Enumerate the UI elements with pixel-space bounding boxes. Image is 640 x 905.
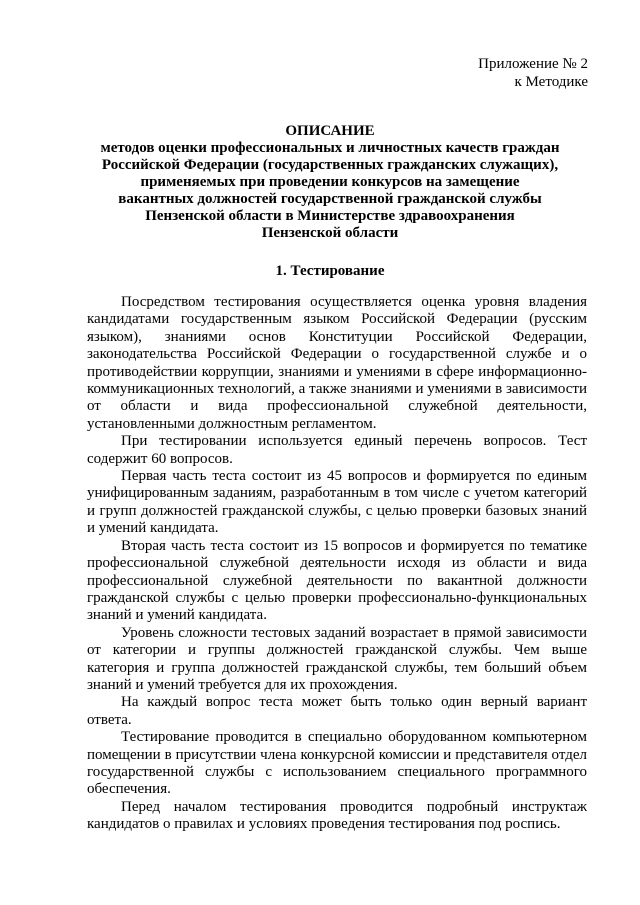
body-text: [87, 294, 587, 834]
appendix-note: [478, 55, 588, 91]
section-heading-testing: 1. Тестирование: [275, 263, 385, 279]
appendix-number: Приложение № 2: [478, 56, 588, 72]
paragraph: Вторая часть теста состоит из 15 вопросов и формируется по тематике профессиональной служебной деятельности исходя из области и вида профессиональной служебной деятельности по вакантной должности гражданской службы с целью проверки профессионально-функциональных знаний и умений кандидата.: [87, 537, 587, 624]
title-line: применяемых при проведении конкурсов на замещение: [140, 174, 520, 190]
paragraph: Первая часть теста состоит из 45 вопросов и формируется по единым унифицированным заданиям, разработанным в том числе с учетом категорий и групп должностей гражданской службы, с целью проверки базовых знаний и умений кандидата.: [87, 468, 587, 537]
paragraph: Тестирование проводится в специально оборудованном компьютерном помещении в присутствии члена конкурсной комиссии и представителя отдел государственной службы с использованием специального программного обеспечения.: [87, 729, 587, 798]
title-line: Пензенской области: [261, 225, 399, 241]
paragraph: На каждый вопрос теста может быть только один верный вариант ответа.: [87, 694, 587, 728]
paragraph: Уровень сложности тестовых заданий возрастает в прямой зависимости от категории и группы должностей гражданской службы. Чем выше категория и группа должностей гражданской службы, тем больший объем знаний и умений требуется для их прохождения.: [87, 624, 587, 693]
title-line: методов оценки профессиональных и личностных качеств граждан: [100, 140, 560, 156]
title-heading: ОПИСАНИЕ: [285, 123, 375, 139]
title-line: вакантных должностей государственной гражданской службы: [118, 191, 542, 207]
paragraph: Перед началом тестирования проводится подробный инструктаж кандидатов о правилах и условиях проведения тестирования под роспись.: [87, 798, 587, 833]
appendix-reference: к Методике: [514, 74, 588, 90]
paragraph: При тестировании используется единый перечень вопросов. Тест содержит 60 вопросов.: [87, 433, 587, 467]
paragraph: Посредством тестирования осуществляется оценка уровня владения кандидатами государственным языком Российской Федерации (русским языком), знаниями основ Конституции Российской Федерации, законодательства Российской Федерации о государственной службе и о противодействии коррупции, знаниями и умениями в сфере информационно-коммуникационных технологий, а также знаниями и умениями в зависимости от области и вида профессиональной служебной деятельности, установленными должностным регламентом.: [87, 294, 587, 432]
document-title: [60, 123, 600, 242]
title-line: Российской Федерации (государственных гражданских служащих),: [101, 157, 559, 173]
title-line: Пензенской области в Министерстве здравоохранения: [145, 208, 515, 224]
